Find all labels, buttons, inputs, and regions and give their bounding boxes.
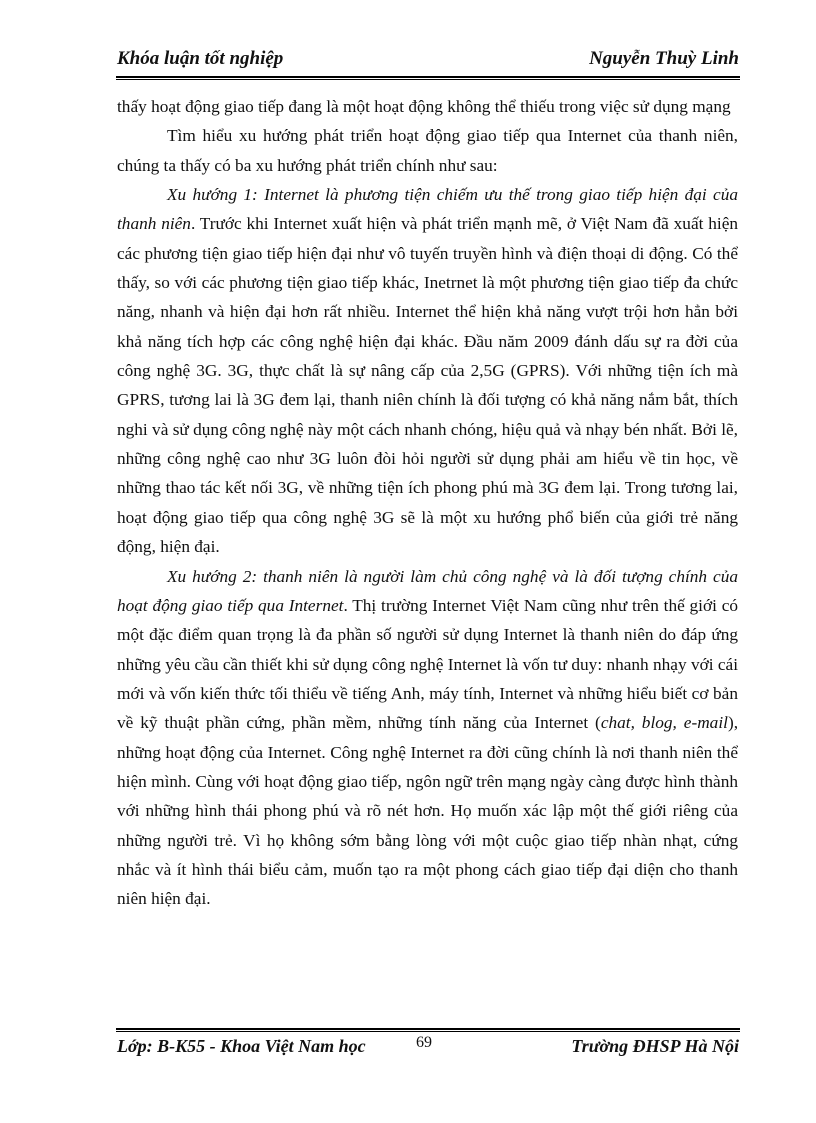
header-author-name: Nguyễn Thuỳ Linh xyxy=(589,48,739,69)
trend-2-text-a: . Thị trường Internet Việt Nam cũng như trên thế giới có một đặc điểm quan trọng là đa phần số người sử dụng Internet là thanh niên do đáp ứng những yêu cầu cần thiết khi sử dụng công nghệ Internet là vốn tư duy: nhanh nhạy với cái mới và vốn kiến thức tối thiểu về tiếng Anh, máy tính, Internet và những hiểu biết cơ bản về kỹ thuật phần cứng, phần mềm, những tính năng của Internet ( xyxy=(117,595,739,733)
trend-1-text: . Trước khi Internet xuất hiện và phát triển mạnh mẽ, ở Việt Nam đã xuất hiện các phương tiện giao tiếp hiện đại như vô tuyến truyền hình và điện thoại di động. Có thể thấy, so với các phương tiện giao tiếp khác, Inetrnet là một phương tiện giao tiếp đa chức năng, nhanh và hiện đại hơn rất nhiều. Internet thể hiện khả năng vượt trội hơn hẳn bởi khả năng tích hợp các công nghệ hiện đại khác. Đầu năm 2009 đánh dấu sự ra đời của công nghệ 3G. 3G, thực chất là sự nâng cấp của 2,5G (GPRS). Với những tiện ích mà GPRS, tương lai là 3G đem lại, thanh niên chính là đối tượng có khả năng nắm bắt, thích nghi và sử dụng công nghệ này một cách nhanh chóng, hiệu quả và nhạy bén nhất. Bởi lẽ, những công nghệ cao như 3G luôn đòi hỏi người sử dụng phải am hiểu về tin học, về những thao tác kết nối 3G, về những tiện ích phong phú mà 3G đem lại. Trong tương lai, hoạt động giao tiếp qua công nghệ 3G sẽ là một xu hướng phổ biến của giới trẻ năng động, hiện đại. xyxy=(117,214,738,557)
body-text xyxy=(117,92,738,914)
trend-2-examples: chat, blog, e-mail xyxy=(600,713,728,733)
paragraph-trend-2 xyxy=(117,562,738,914)
paragraph-trend-1 xyxy=(117,180,738,561)
header-thesis-title: Khóa luận tốt nghiệp xyxy=(117,48,284,69)
paragraph-continuation: thấy hoạt động giao tiếp đang là một hoạt động không thể thiếu trong việc sử dụng mạng xyxy=(117,97,731,116)
footer-rule xyxy=(116,1028,740,1032)
footer-class-info: Lớp: B-K55 - Khoa Việt Nam học xyxy=(117,1036,366,1056)
page-number: 69 xyxy=(416,1034,432,1051)
trend-2-heading: Xu hướng 2: thanh niên là người làm chủ công nghệ và là đối tượng chính của hoạt động giao tiếp qua Internet xyxy=(117,566,738,615)
paragraph-intro: Tìm hiểu xu hướng phát triển hoạt động giao tiếp qua Internet của thanh niên, chúng ta thấy có ba xu hướng phát triển chính như sau: xyxy=(117,126,738,175)
running-header xyxy=(117,48,739,74)
trend-1-heading: Xu hướng 1: Internet là phương tiện chiếm ưu thế trong giao tiếp hiện đại của thanh niên xyxy=(117,185,738,234)
footer-university: Trường ĐHSP Hà Nội xyxy=(571,1036,739,1056)
trend-2-text-b: ), những hoạt động của Internet. Công nghệ Internet ra đời cũng chính là nơi thanh niên thể hiện mình. Cùng với hoạt động giao tiếp, ngôn ngữ trên mạng ngày càng được hình thành với những hình thái phong phú và rõ nét hơn. Họ muốn xác lập một thế giới riêng của những người trẻ. Vì họ không sớm bằng lòng với một cuộc giao tiếp nhàn nhạt, cứng nhắc và ít hình thái biểu cảm, muốn tạo ra một phong cách giao tiếp đại diện cho thanh niên hiện đại. xyxy=(117,713,739,909)
header-rule xyxy=(116,76,740,80)
